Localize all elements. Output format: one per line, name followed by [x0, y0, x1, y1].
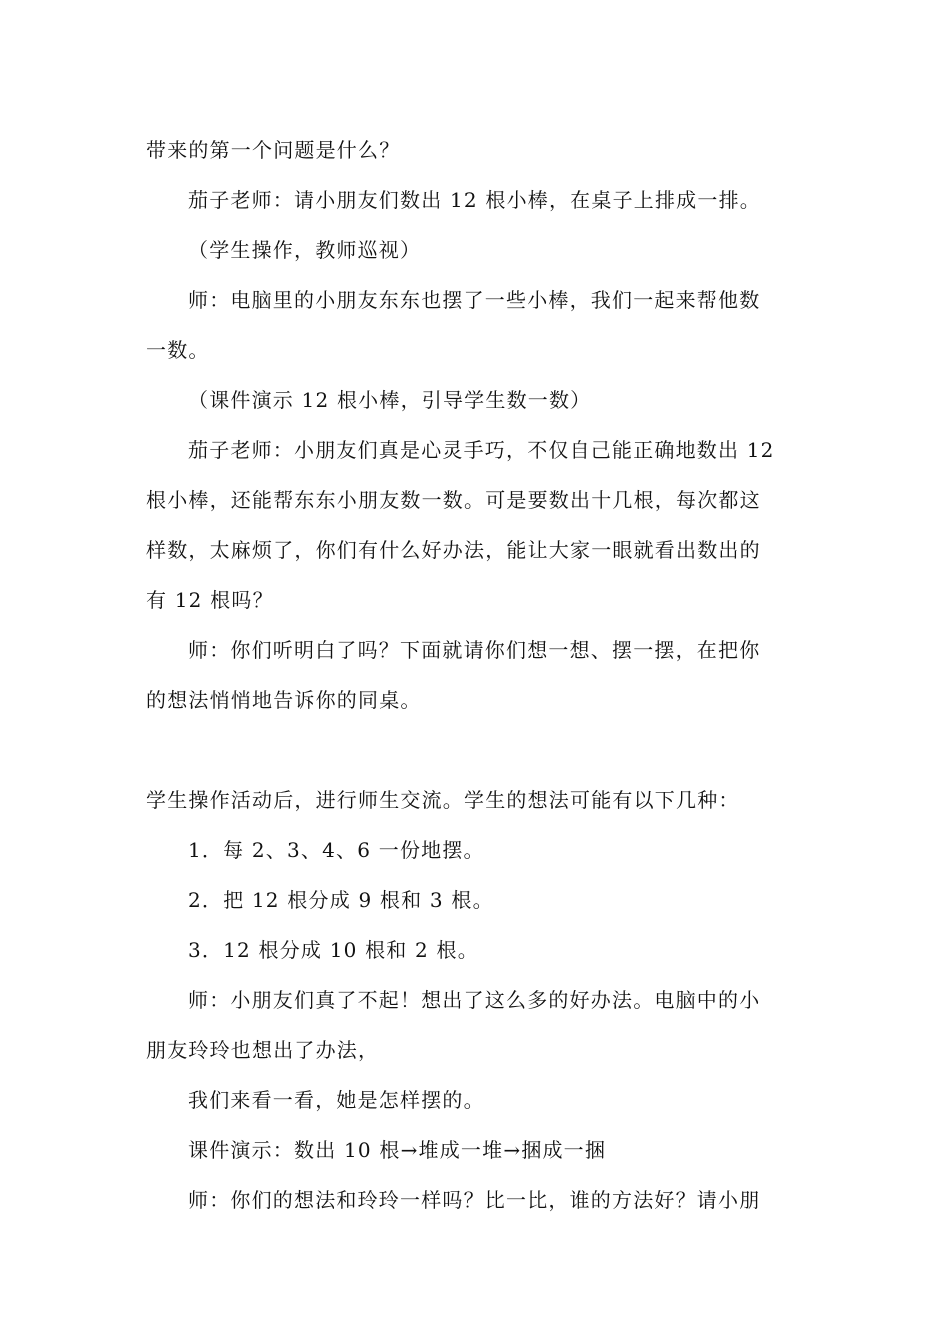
list-item-1: 1．每 2、3、4、6 一份地摆。 [188, 838, 485, 862]
text-line-3: （学生操作，教师巡视） [188, 238, 422, 262]
text-line-10: 有 12 根吗？ [146, 588, 274, 612]
text-line-18: 朋友玲玲也想出了办法， [146, 1038, 380, 1062]
list-item-3: 3．12 根分成 10 根和 2 根。 [188, 938, 479, 962]
text-line-5: 一数。 [146, 338, 210, 362]
text-line-2: 茄子老师：请小朋友们数出 12 根小棒，在桌子上排成一排。 [188, 188, 761, 212]
text-line-9: 样数，太麻烦了，你们有什么好办法，能让大家一眼就看出数出的 [146, 538, 761, 562]
text-line-6: （课件演示 12 根小棒，引导学生数一数） [188, 388, 592, 412]
text-line-8: 根小棒，还能帮东东小朋友数一数。可是要数出十几根，每次都这 [146, 488, 761, 512]
text-line-20: 课件演示：数出 10 根→堆成一堆→捆成一捆 [188, 1138, 607, 1162]
text-line-11: 师：你们听明白了吗？下面就请你们想一想、摆一摆，在把你 [188, 638, 761, 662]
list-item-2: 2．把 12 根分成 9 根和 3 根。 [188, 888, 494, 912]
text-line-19: 我们来看一看，她是怎样摆的。 [188, 1088, 485, 1112]
text-line-7: 茄子老师：小朋友们真是心灵手巧，不仅自己能正确地数出 12 [188, 438, 775, 462]
text-line-13: 学生操作活动后，进行师生交流。学生的想法可能有以下几种： [146, 788, 740, 812]
text-line-4: 师：电脑里的小朋友东东也摆了一些小棒，我们一起来帮他数 [188, 288, 761, 312]
text-line-21: 师：你们的想法和玲玲一样吗？比一比，谁的方法好？请小朋 [188, 1188, 761, 1212]
text-line-17: 师：小朋友们真了不起！想出了这么多的好办法。电脑中的小 [188, 988, 761, 1012]
text-line-12: 的想法悄悄地告诉你的同桌。 [146, 688, 422, 712]
text-line-1: 带来的第一个问题是什么？ [146, 138, 401, 162]
